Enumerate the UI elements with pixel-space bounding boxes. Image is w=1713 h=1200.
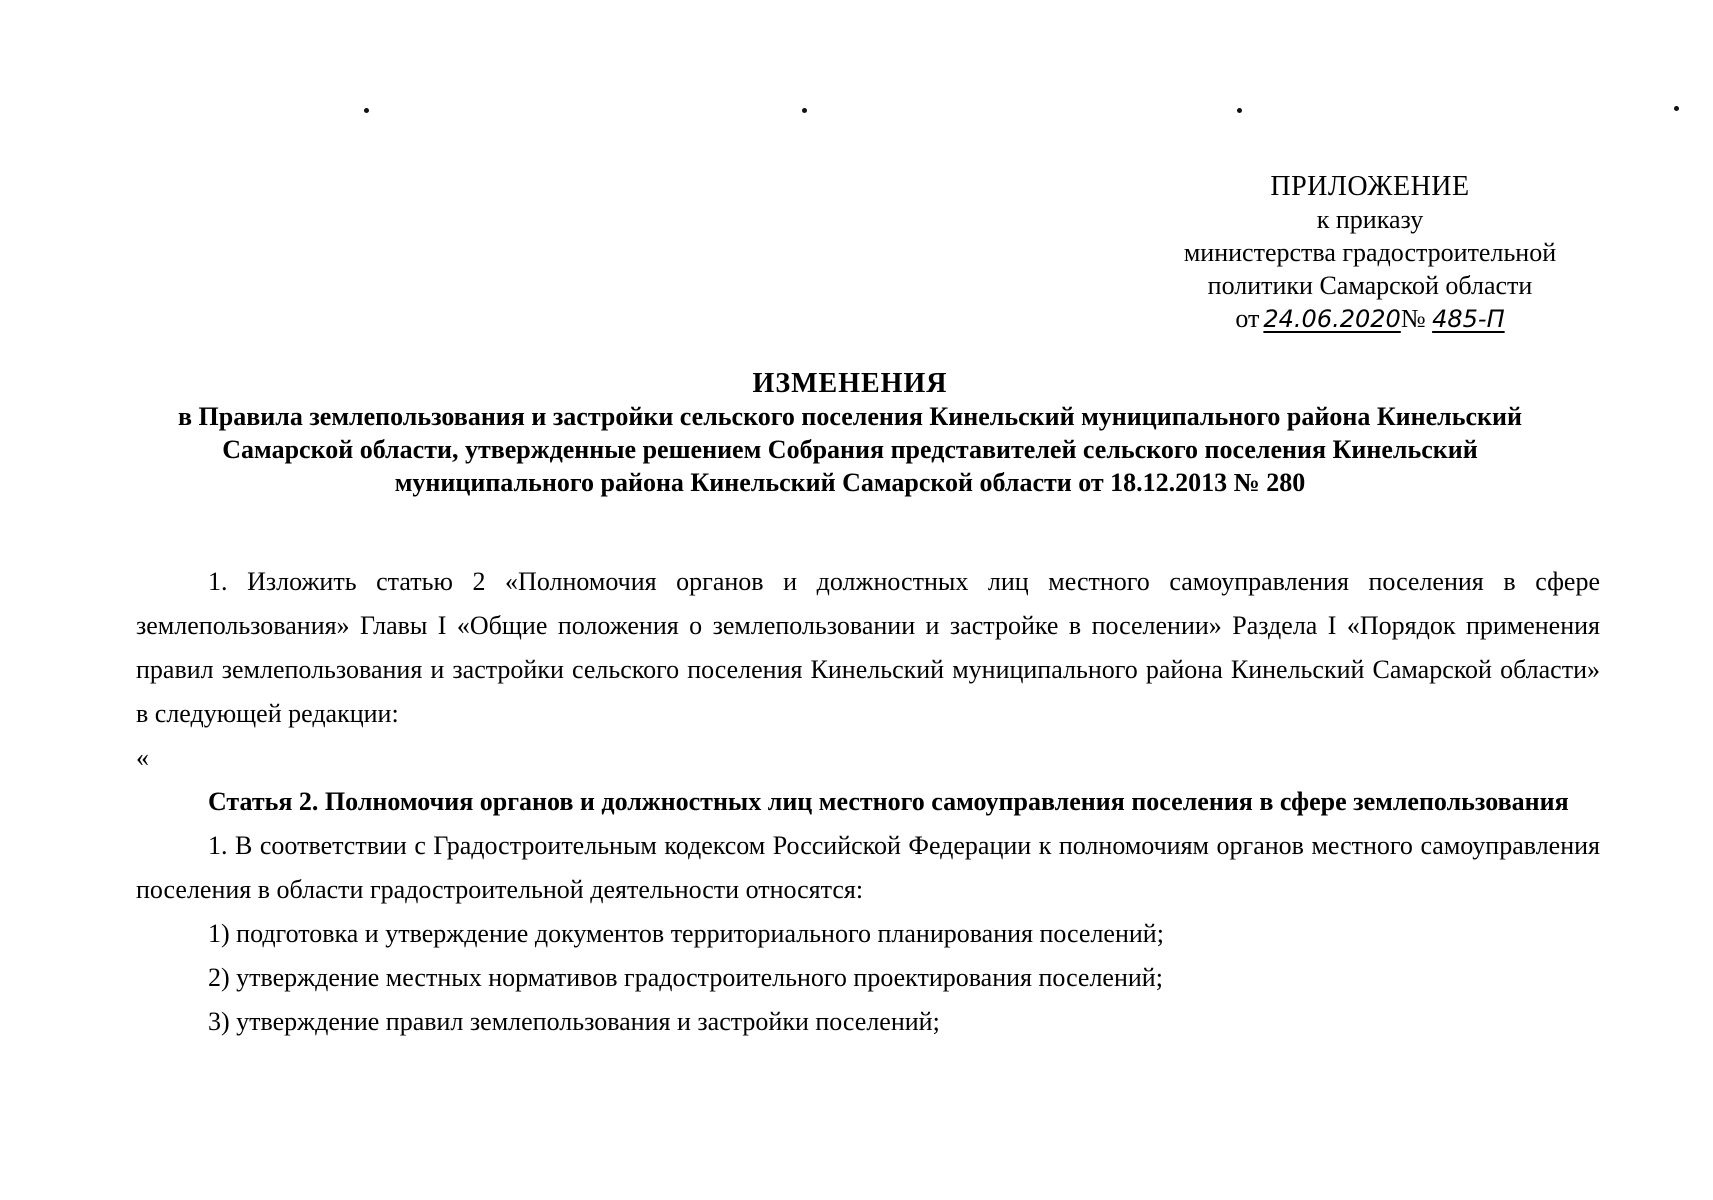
list-item: 3) утверждение правил землепользования и застройки поселений;	[208, 1007, 940, 1036]
scan-dot	[1237, 108, 1242, 113]
document-subtitle-line: в Правила землепользования и застройки сельского поселения Кинельский муниципального района Кинельский	[178, 402, 1522, 431]
scan-dot	[1674, 106, 1679, 111]
article-title: Статья 2. Полномочия органов и должностных лиц местного самоуправления поселения в сфере землепользования	[208, 787, 1569, 816]
appendix-title: ПРИЛОЖЕНИЕ	[1270, 171, 1470, 202]
appendix-line: министерства градостроительной	[1183, 238, 1557, 267]
handwritten-number: 485-П	[1432, 305, 1505, 333]
document-title: ИЗМЕНЕНИЯ	[752, 368, 948, 399]
list-item: 2) утверждение местных нормативов градостроительного проектирования поселений;	[208, 963, 1163, 992]
paragraph: 1. Изложить статью 2 «Полномочия органов и должностных лиц местного самоуправления поселения в сфере землепользования» Главы I «Общие положения о землепользовании и застройке в поселении» Раздела I «Порядок применения правил землепользования и застройки сельского поселения Кинельский муниципального района Кинельский Самарской области» в следующей редакции:	[136, 567, 1600, 728]
document-subtitle-line: Самарской области, утвержденные решением Собрания представителей сельского поселения Кинельский	[222, 435, 1478, 464]
scan-dot	[802, 108, 807, 113]
appendix-date-line	[1150, 302, 1590, 335]
date-prefix: от	[1235, 304, 1260, 333]
document-subtitle-line: муниципального района Кинельский Самарской области от 18.12.2013 № 280	[394, 468, 1306, 497]
paragraph: 1. В соответствии с Градостроительным кодексом Российской Федерации к полномочиям органов местного самоуправления поселения в области градостроительной деятельности относятся:	[136, 831, 1600, 904]
scan-dot	[364, 108, 369, 113]
document-heading	[100, 367, 1600, 499]
appendix-line: политики Самарской области	[1207, 271, 1533, 300]
appendix-block	[1150, 170, 1590, 335]
document-body	[136, 560, 1600, 1044]
appendix-line: к приказу	[1316, 205, 1424, 234]
opening-quote: «	[136, 743, 149, 772]
handwritten-date: 24.06.2020	[1263, 305, 1401, 333]
number-prefix: №	[1400, 304, 1426, 333]
list-item: 1) подготовка и утверждение документов территориального планирования поселений;	[208, 919, 1164, 948]
